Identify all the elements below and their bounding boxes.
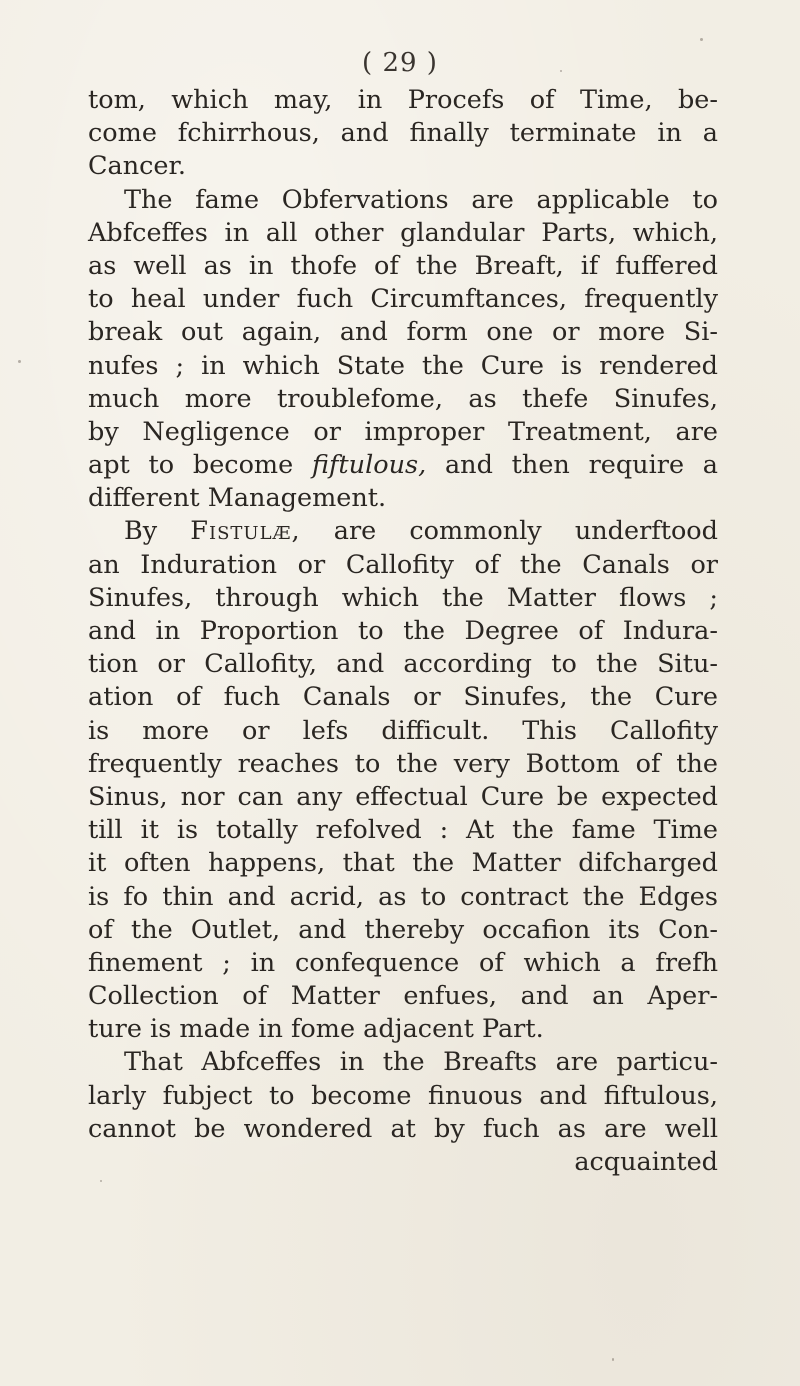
paper-speck: [700, 38, 703, 41]
text-line: by Negligence or improper Treatment, are: [88, 416, 718, 447]
text-line: is more or lefs difficult. This Callofity: [88, 715, 718, 746]
text-line: finement ; in confequence of which a frefh: [88, 947, 718, 978]
text-line: frequently reaches to the very Bottom of the: [88, 748, 718, 779]
text-line: till it is totally refolved : At the fame Time: [88, 815, 718, 846]
text-line: Collection of Matter enfues, and an Aper-: [88, 981, 718, 1012]
text-line: That Abfceffes in the Breafts are particu-: [124, 1047, 718, 1078]
text-line: of the Outlet, and thereby occafion its Con-: [88, 914, 718, 945]
text-line: to heal under fuch Circumftances, frequently: [88, 284, 718, 315]
text-line: tom, which may, in Procefs of Time, be-: [88, 85, 718, 115]
paper-speck: [100, 1180, 102, 1182]
text-line: as well as in thofe of the Breaft, if fuffered: [88, 250, 718, 281]
paper-speck: [560, 70, 562, 72]
text-line: Abfceffes in all other glandular Parts, which,: [88, 217, 718, 248]
text-run: and then require a: [426, 450, 718, 481]
smallcaps-term: Fistulæ,: [190, 516, 301, 547]
text-run: are commonly underftood: [300, 516, 718, 547]
page-number: ( 29 ): [362, 48, 438, 78]
text-line: tion or Callofity, and according to the Situ-: [88, 649, 718, 680]
text-line: and in Proportion to the Degree of Indura-: [88, 616, 718, 646]
text-line: is fo thin and acrid, as to contract the Edges: [88, 881, 718, 912]
italic-term: fiftulous,: [311, 450, 427, 481]
paper-speck: [18, 360, 21, 363]
text-line: much more troublefome, as thefe Sinufes,: [88, 383, 718, 414]
text-run: By: [124, 516, 191, 547]
text-line: The fame Obfervations are applicable to: [124, 184, 718, 215]
text-line: Sinus, nor can any effectual Cure be expected: [88, 781, 718, 812]
text-line: [88, 515, 718, 548]
text-line: break out again, and form one or more Si-: [88, 317, 718, 348]
text-line: Sinufes, through which the Matter flows ;: [88, 582, 718, 613]
text-run: apt to become: [88, 450, 312, 481]
text-line: different Management.: [88, 483, 387, 514]
text-line: it often happens, that the Matter difcharged: [88, 848, 718, 879]
text-line: ation of fuch Canals or Sinufes, the Cure: [88, 682, 718, 713]
text-line: nufes ; in which State the Cure is rendered: [88, 350, 718, 381]
text-line: cannot be wondered at by fuch as are well: [88, 1113, 718, 1144]
text-line: larly fubject to become finuous and fiftulous,: [88, 1080, 718, 1111]
body-text: [88, 84, 718, 1179]
text-line: [88, 449, 718, 482]
text-line: Cancer.: [88, 151, 187, 182]
text-line: acquainted: [574, 1147, 718, 1177]
text-line: ture is made in fome adjacent Part.: [88, 1014, 544, 1045]
text-line: come fchirrhous, and finally terminate in a: [88, 118, 718, 149]
text-line: an Induration or Callofity of the Canals or: [88, 549, 718, 580]
paper-speck: [612, 1358, 614, 1361]
